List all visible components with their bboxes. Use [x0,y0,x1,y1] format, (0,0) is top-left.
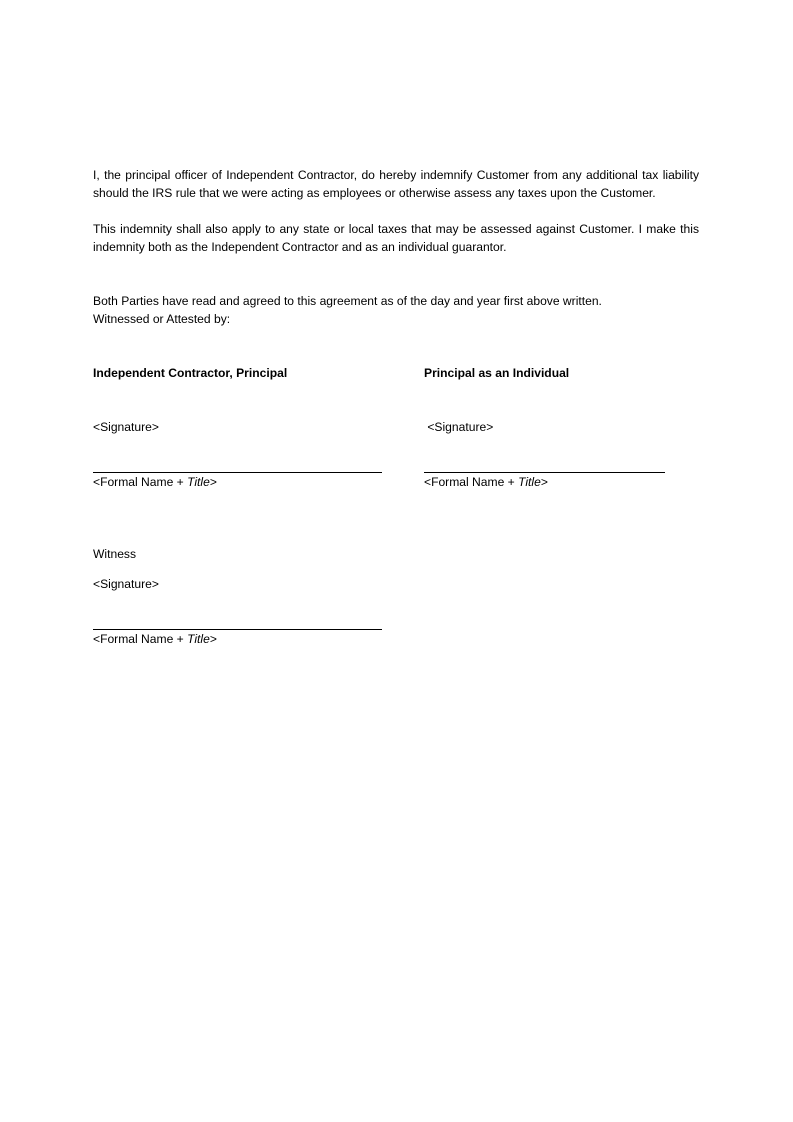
caption-title-italic: Title [187,632,210,646]
caption-prefix: <Formal Name + [93,632,188,646]
signature-section [93,364,699,648]
individual-heading: Principal as an Individual [424,366,570,380]
indemnity-paragraph-1: I, the principal officer of Independent Contractor, do hereby indemnify Customer from any additional tax liability should the IRS rule that we were acting as employees or otherwise assess any taxes upon the Customer. [93,168,699,200]
caption-prefix: <Formal Name + [424,475,519,489]
witness-row [93,545,699,648]
witness-signature-placeholder[interactable]: <Signature> [93,577,159,591]
agreement-statement: Both Parties have read and agreed to this agreement as of the day and year first above written. [93,294,602,308]
caption-title-italic: Title [187,475,210,489]
witness-name-caption [93,630,424,648]
caption-suffix: > [540,475,548,489]
spacer [93,593,424,629]
document-body [93,166,699,648]
individual-signature-field[interactable] [424,418,699,436]
signature-rule-row [93,472,699,491]
witness-signature-block [93,545,424,648]
witness-prompt: Witnessed or Attested by: [93,312,231,326]
spacer [93,328,699,364]
caption-prefix: <Formal Name + [93,475,188,489]
contractor-signature-block [93,364,424,382]
spacer [93,256,699,292]
spacer [93,563,424,575]
spacer [93,491,699,527]
signature-headings-row [93,364,699,382]
spacer [93,382,699,418]
individual-rule-wrap [424,472,699,491]
caption-suffix: > [209,475,217,489]
individual-signature-placeholder: <Signature> [424,420,494,434]
individual-name-caption [424,473,699,491]
caption-title-italic: Title [518,475,541,489]
individual-signature-block [424,364,699,382]
contractor-heading: Independent Contractor, Principal [93,366,288,380]
signature-placeholder-row [93,418,699,436]
contractor-signature-placeholder: <Signature> [93,420,159,434]
contractor-signature-field[interactable] [93,418,424,436]
spacer [93,527,699,545]
contractor-name-caption [93,473,424,491]
spacer [93,436,699,472]
witness-heading: Witness [93,547,137,561]
indemnity-paragraph-2: This indemnity shall also apply to any state or local taxes that may be assessed against Customer. I make this indemnity both as the Independent Contractor and as an individual guarantor. [93,222,699,254]
contractor-rule-wrap [93,472,424,491]
caption-suffix: > [209,632,217,646]
